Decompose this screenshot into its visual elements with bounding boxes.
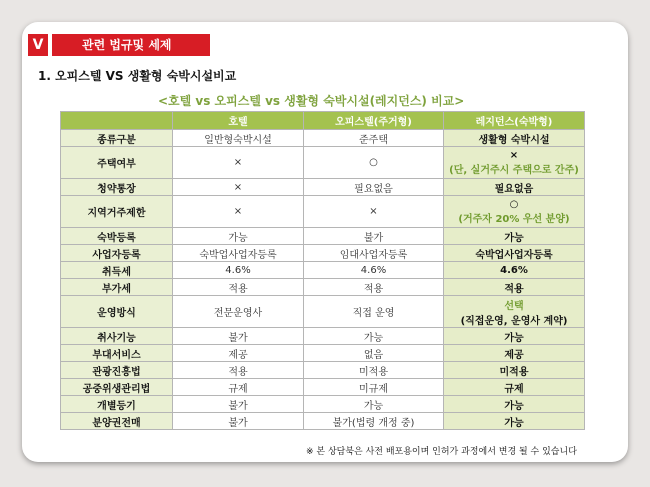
- cell-residence: [444, 130, 585, 147]
- table-row: [61, 413, 585, 430]
- row-label: 분양권전매: [61, 413, 173, 430]
- cell-residence: [444, 296, 585, 328]
- section-number-badge: V: [28, 34, 48, 56]
- residence-value: 미적용: [499, 366, 529, 378]
- cell-hotel: 숙박업사업자등록: [173, 245, 304, 262]
- cell-hotel: 불가: [173, 396, 304, 413]
- cell-hotel: 일반형숙박시설: [173, 130, 304, 147]
- table-row: [61, 279, 585, 296]
- cell-residence: [444, 328, 585, 345]
- comparison-table: [60, 111, 585, 430]
- table-header-row: [61, 112, 585, 130]
- table-row: [61, 196, 585, 228]
- table-row: [61, 328, 585, 345]
- row-label: 취득세: [61, 262, 173, 279]
- residence-value: 가능: [504, 332, 524, 344]
- row-label: 청약통장: [61, 179, 173, 196]
- footnote: ※ 본 상담북은 사전 배포용이며 인허가 과정에서 변경 될 수 있습니다: [306, 447, 577, 457]
- residence-value: 4.6%: [500, 264, 528, 276]
- cell-officetel: 직접 운영: [304, 296, 444, 328]
- table-caption: <호텔 vs 오피스텔 vs 생활형 숙박시설(레지던스) 비교>: [158, 94, 465, 108]
- cell-residence: [444, 345, 585, 362]
- cell-hotel: 적용: [173, 362, 304, 379]
- row-label: 공중위생관리법: [61, 379, 173, 396]
- cell-residence: [444, 396, 585, 413]
- residence-value: 가능: [504, 417, 524, 429]
- cell-hotel: 가능: [173, 228, 304, 245]
- cell-officetel: 미적용: [304, 362, 444, 379]
- cell-hotel: 불가: [173, 328, 304, 345]
- cell-officetel: 가능: [304, 328, 444, 345]
- row-label: 운영방식: [61, 296, 173, 328]
- cell-hotel: 불가: [173, 413, 304, 430]
- cell-residence: [444, 228, 585, 245]
- cell-hotel: 전문운영사: [173, 296, 304, 328]
- residence-value: 필요없음: [494, 183, 534, 195]
- residence-value: 가능: [504, 232, 524, 244]
- header-empty: [61, 112, 173, 130]
- cell-hotel: ×: [173, 196, 304, 228]
- cell-hotel: 적용: [173, 279, 304, 296]
- header-residence: 레지던스(숙박형): [444, 112, 585, 130]
- cell-officetel: 없음: [304, 345, 444, 362]
- row-label: 부대서비스: [61, 345, 173, 362]
- residence-value: ○: [509, 198, 519, 210]
- cell-hotel: ×: [173, 147, 304, 179]
- residence-note: (단, 실거주시 주택으로 간주): [449, 164, 579, 176]
- cell-officetel: ×: [304, 196, 444, 228]
- row-label: 사업자등록: [61, 245, 173, 262]
- cell-officetel: 임대사업자등록: [304, 245, 444, 262]
- cell-residence: [444, 262, 585, 279]
- cell-officetel: 필요없음: [304, 179, 444, 196]
- row-label: 취사기능: [61, 328, 173, 345]
- cell-hotel: 규제: [173, 379, 304, 396]
- residence-value: 적용: [504, 283, 524, 295]
- residence-value: 숙박업사업자등록: [475, 249, 553, 261]
- residence-value: (직접운영, 운영사 계약): [460, 315, 568, 327]
- cell-residence: [444, 379, 585, 396]
- table-row: [61, 362, 585, 379]
- cell-officetel: 불가(법령 개정 중): [304, 413, 444, 430]
- row-label: 개별등기: [61, 396, 173, 413]
- cell-residence: [444, 179, 585, 196]
- table-row: [61, 245, 585, 262]
- cell-residence: [444, 245, 585, 262]
- cell-officetel: 가능: [304, 396, 444, 413]
- cell-residence: [444, 196, 585, 228]
- section-title-banner: 관련 법규및 세제: [52, 34, 210, 56]
- cell-hotel: 제공: [173, 345, 304, 362]
- row-label: 주택여부: [61, 147, 173, 179]
- header-officetel: 오피스텔(주거형): [304, 112, 444, 130]
- table-row: [61, 179, 585, 196]
- table-row: [61, 130, 585, 147]
- residence-value: 규제: [504, 383, 524, 395]
- cell-residence: [444, 147, 585, 179]
- cell-residence: [444, 413, 585, 430]
- row-label: 부가세: [61, 279, 173, 296]
- table-row: [61, 147, 585, 179]
- residence-note: 선택: [504, 300, 524, 312]
- cell-officetel: 미규제: [304, 379, 444, 396]
- residence-value: 가능: [504, 400, 524, 412]
- cell-hotel: 4.6%: [173, 262, 304, 279]
- cell-hotel: ×: [173, 179, 304, 196]
- cell-officetel: 적용: [304, 279, 444, 296]
- residence-note: (거주자 20% 우선 분양): [458, 213, 570, 225]
- cell-officetel: 4.6%: [304, 262, 444, 279]
- cell-officetel: ○: [304, 147, 444, 179]
- row-label: 관광진흥법: [61, 362, 173, 379]
- page-heading: 1. 오피스텔 VS 생활형 숙박시설비교: [38, 69, 237, 83]
- header-hotel: 호텔: [173, 112, 304, 130]
- row-label: 지역거주제한: [61, 196, 173, 228]
- cell-residence: [444, 362, 585, 379]
- table-row: [61, 296, 585, 328]
- table-row: [61, 396, 585, 413]
- cell-officetel: 불가: [304, 228, 444, 245]
- residence-value: ×: [509, 149, 519, 161]
- cell-officetel: 준주택: [304, 130, 444, 147]
- table-row: [61, 228, 585, 245]
- row-label: 종류구분: [61, 130, 173, 147]
- table-row: [61, 345, 585, 362]
- table-row: [61, 379, 585, 396]
- residence-value: 생활형 숙박시설: [478, 134, 550, 146]
- table-row: [61, 262, 585, 279]
- row-label: 숙박등록: [61, 228, 173, 245]
- cell-residence: [444, 279, 585, 296]
- residence-value: 제공: [504, 349, 524, 361]
